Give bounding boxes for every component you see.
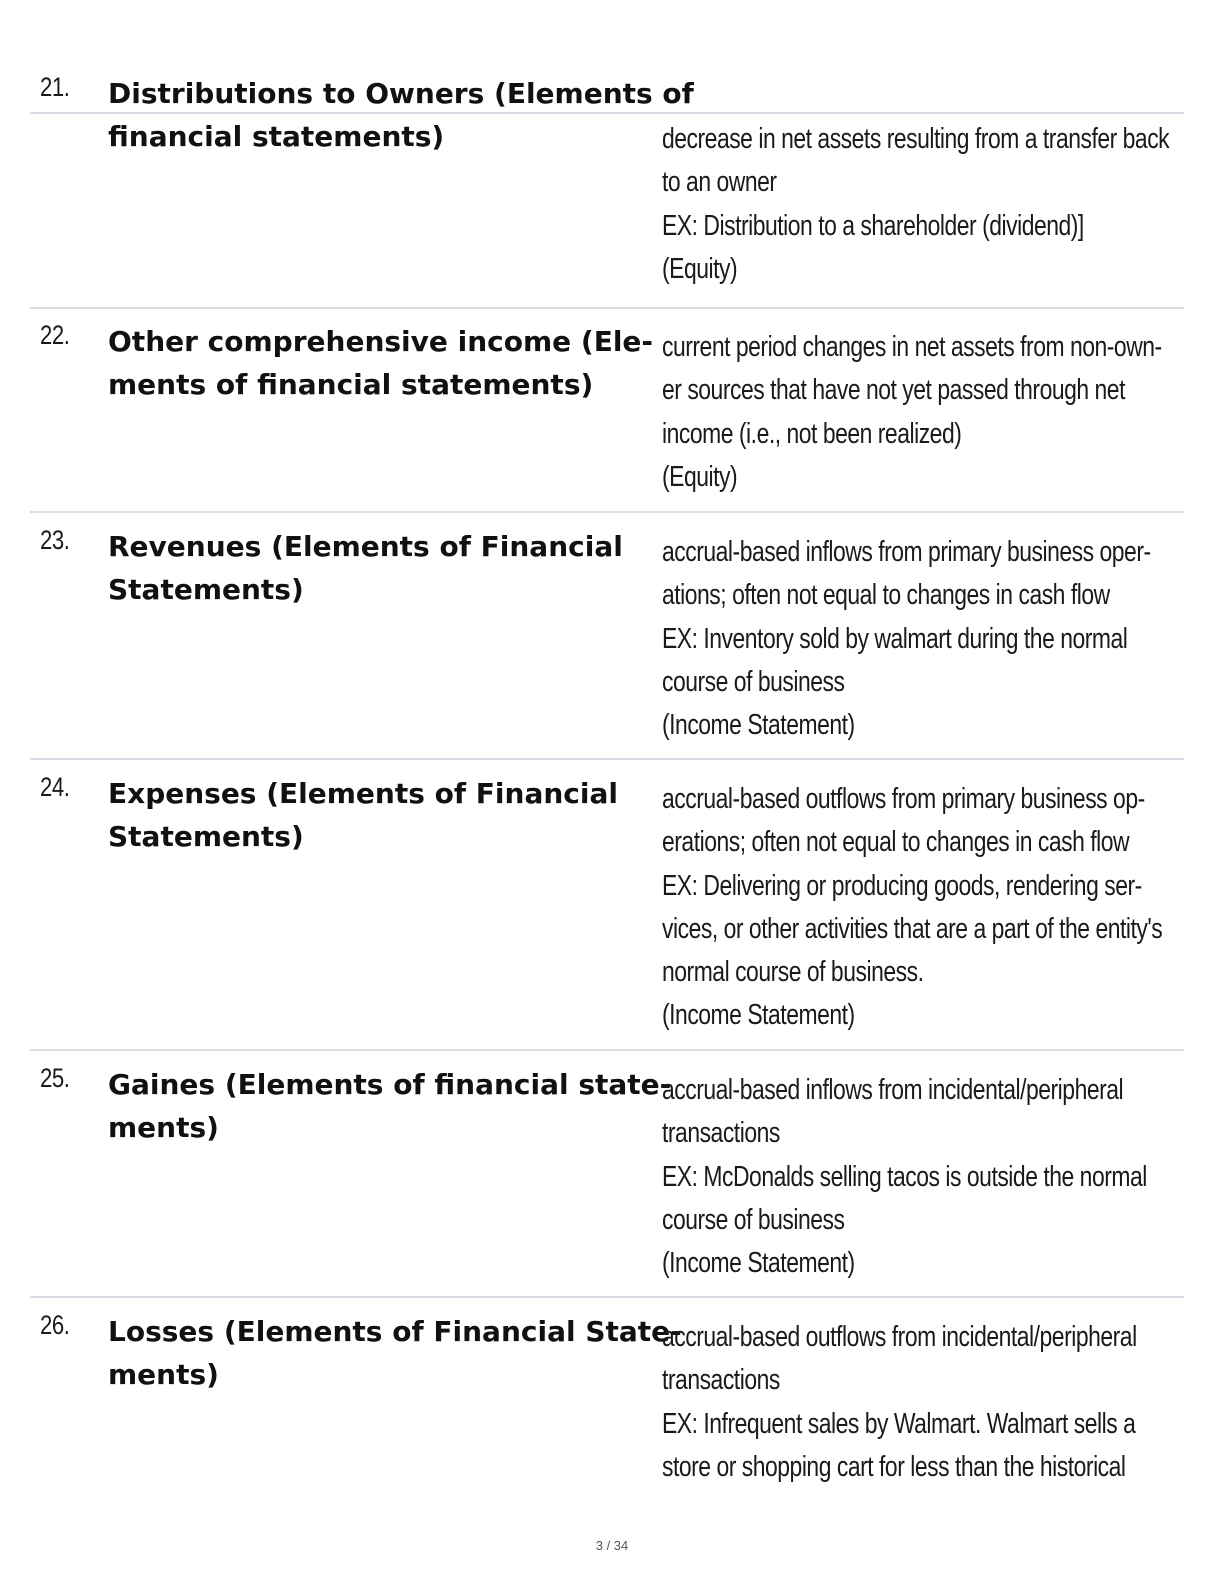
term-line: Statements)	[108, 573, 304, 606]
definition-line: EX: Delivering or producing goods, rendering ser-	[662, 869, 1142, 902]
definition-line: EX: Distribution to a shareholder (dividend)]	[662, 209, 1084, 242]
definition-line: (Income Statement)	[662, 709, 855, 742]
entry-definition	[662, 778, 1192, 1038]
term-line: Expenses (Elements of Financial	[108, 777, 618, 810]
term-line: Other comprehensive income (Ele-	[108, 325, 654, 358]
term-line: Gaines (Elements of financial state-	[108, 1068, 672, 1101]
entry-number: 22.	[40, 320, 70, 350]
entry-definition	[662, 531, 1192, 747]
definition-line: transactions	[662, 1117, 780, 1150]
divider	[30, 112, 1184, 114]
definition-line: accrual-based inflows from primary business oper-	[662, 536, 1151, 568]
term-line: Losses (Elements of Financial State-	[108, 1315, 682, 1348]
definition-line: accrual-based outflows from primary business op-	[662, 783, 1145, 815]
term-line: financial statements)	[108, 120, 445, 153]
entry-definition	[662, 1069, 1192, 1285]
definition-line: decrease in net assets resulting from a transfer back	[662, 123, 1170, 155]
definition-line: er sources that have not yet passed through net	[662, 374, 1125, 407]
divider	[30, 1296, 1184, 1298]
page-number: 3 / 34	[595, 1538, 629, 1553]
definition-line: (Income Statement)	[662, 1247, 855, 1280]
term-line: Statements)	[108, 820, 304, 853]
entry-number: 24.	[40, 772, 70, 802]
term-line: ments)	[108, 1358, 219, 1391]
entry-term	[108, 525, 648, 611]
entry-number: 26.	[40, 1310, 70, 1340]
term-line: ments)	[108, 1111, 219, 1144]
term-line: Distributions to Owners (Elements of	[108, 77, 694, 110]
definition-line: course of business	[662, 1203, 845, 1236]
definition-line: current period changes in net assets from non-own-	[662, 331, 1162, 363]
entry-definition	[662, 1316, 1192, 1489]
term-line: ments of financial statements)	[108, 368, 594, 401]
definition-line: EX: Infrequent sales by Walmart. Walmart sells a	[662, 1407, 1136, 1440]
entry-number: 23.	[40, 525, 70, 555]
definition-line: income (i.e., not been realized)	[662, 417, 962, 450]
definition-line: EX: Inventory sold by walmart during the normal	[662, 622, 1128, 655]
entry-definition	[662, 118, 1192, 291]
definition-line: accrual-based inflows from incidental/peripheral	[662, 1074, 1124, 1106]
term-line: Revenues (Elements of Financial	[108, 530, 623, 563]
definition-line: ations; often not equal to changes in cash flow	[662, 579, 1110, 612]
definition-line: course of business	[662, 665, 845, 698]
entry-number: 25.	[40, 1063, 70, 1093]
divider	[30, 511, 1184, 513]
entry-term	[108, 320, 654, 406]
divider	[30, 1049, 1184, 1051]
definition-line: (Income Statement)	[662, 999, 855, 1032]
definition-line: store or shopping cart for less than the historical	[662, 1450, 1126, 1483]
entry-term	[108, 72, 694, 158]
definition-line: vices, or other activities that are a part of the entity's	[662, 912, 1163, 945]
definition-line: normal course of business.	[662, 956, 924, 989]
divider	[30, 307, 1184, 309]
definition-line: to an owner	[662, 166, 777, 199]
divider	[30, 758, 1184, 760]
definition-line: (Equity)	[662, 460, 738, 493]
definition-line: erations; often not equal to changes in cash flow	[662, 826, 1130, 859]
definition-line: accrual-based outflows from incidental/peripheral	[662, 1321, 1137, 1353]
definition-line: transactions	[662, 1364, 780, 1397]
entry-term	[108, 1310, 682, 1396]
entry-number: 21.	[40, 72, 70, 102]
definition-line: (Equity)	[662, 252, 738, 285]
entry-term	[108, 772, 648, 858]
definition-line: EX: McDonalds selling tacos is outside the normal	[662, 1160, 1147, 1193]
entry-definition	[662, 326, 1192, 499]
entry-term	[108, 1063, 672, 1149]
